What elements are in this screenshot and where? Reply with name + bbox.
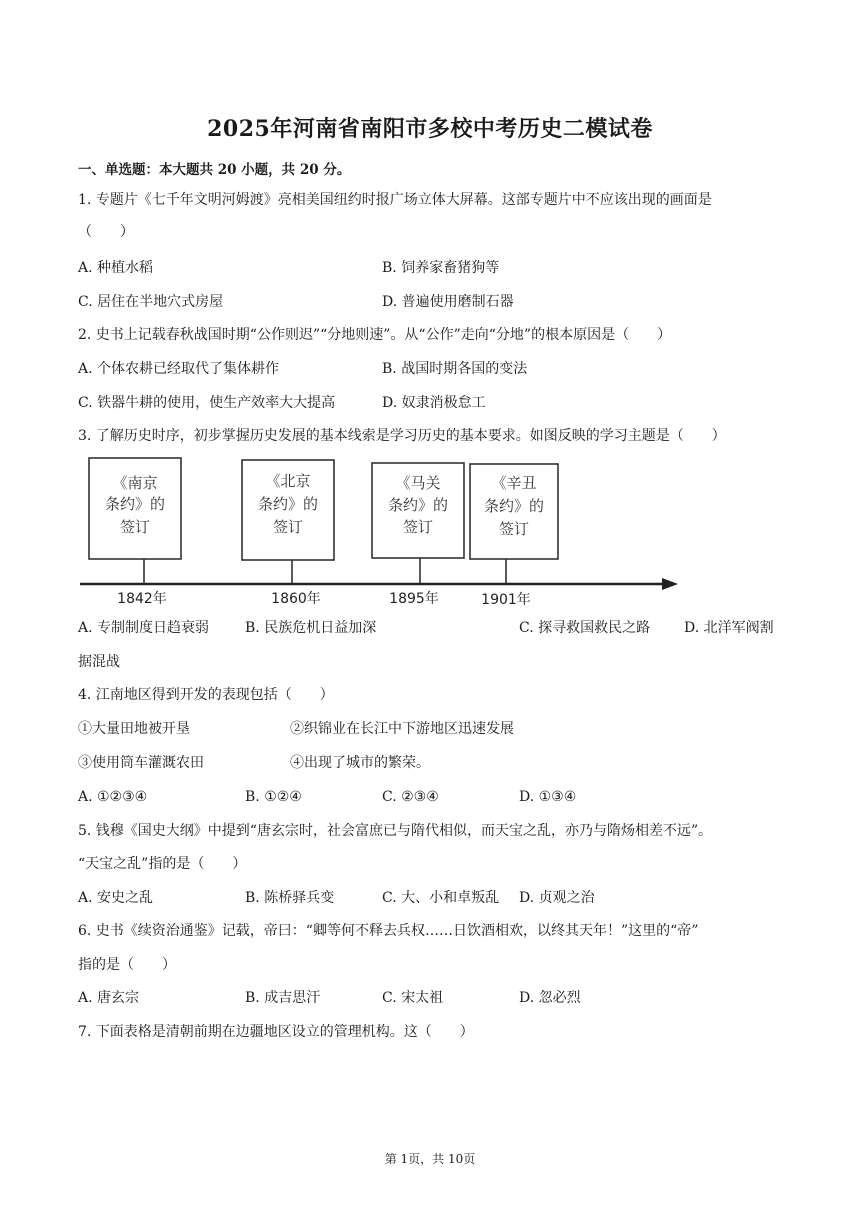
question-4-item-1: ①大量田地被开垦 — [78, 721, 190, 737]
timeline-year-1842: 1842年 — [117, 591, 167, 607]
section-heading: 一、单选题：本大题共 20 小题，共 20 分。 — [78, 162, 351, 178]
timeline-label-1901-line3: 签订 — [498, 520, 530, 538]
question-5-text: 5. 钱穆《国史大纲》中提到“唐玄宗时，社会富庶已与隋代相似，而天宝之乱，亦乃与隋炀相差不远”。 — [78, 823, 713, 839]
timeline-label-1860-line3: 签订 — [272, 518, 304, 536]
question-6-text-line2: 指的是（ ） — [78, 957, 176, 973]
question-5-option-a[interactable]: A. 安史之乱 — [78, 890, 154, 906]
question-6-option-d[interactable]: D. 忽必烈 — [519, 990, 581, 1006]
timeline-year-1860: 1860年 — [271, 591, 321, 607]
question-4-text: 4. 江南地区得到开发的表现包括（ ） — [78, 687, 334, 703]
question-5-text-line2: “天宝之乱”指的是（ ） — [78, 856, 247, 872]
question-4-item-4: ④出现了城市的繁荣。 — [290, 755, 430, 771]
question-2-option-d[interactable]: D. 奴隶消极怠工 — [382, 395, 486, 411]
timeline-label-1901-line1: 《辛丑 — [491, 474, 537, 492]
question-1-bracket: （ ） — [78, 224, 134, 240]
question-1-option-a[interactable]: A. 种植水稻 — [78, 260, 154, 276]
question-2-option-b[interactable]: B. 战国时期各国的变法 — [382, 361, 528, 377]
question-3-option-d-continued: 据混战 — [78, 654, 120, 670]
question-2-option-a[interactable]: A. 个体农耕已经取代了集体耕作 — [78, 361, 280, 377]
question-3-text: 3. 了解历史时序，初步掌握历史发展的基本线索是学习历史的基本要求。如图反映的学习主题是（ ） — [78, 428, 726, 444]
question-1-text: 1. 专题片《七千年文明河姆渡》亮相美国纽约时报广场立体大屏幕。这部专题片中不应该出现的画面是 — [78, 192, 712, 208]
question-4-option-b[interactable]: B. ①②④ — [245, 789, 302, 805]
timeline-year-1895: 1895年 — [389, 591, 439, 607]
question-2-option-c[interactable]: C. 铁器牛耕的使用，使生产效率大大提高 — [78, 395, 336, 411]
timeline-label-1895-line2: 条约》的 — [387, 496, 449, 514]
question-4-item-3: ③使用筒车灌溉农田 — [78, 755, 204, 771]
timeline-label-1895-line1: 《马关 — [395, 474, 441, 492]
question-4-option-d[interactable]: D. ①③④ — [519, 789, 577, 805]
question-6-text: 6. 史书《续资治通鉴》记载，帝曰：“卿等何不释去兵权……日饮酒相欢，以终其天年！”这里的“帝” — [78, 923, 699, 939]
question-3-option-d[interactable]: D. 北洋军阀割 — [684, 620, 774, 636]
timeline-label-1842-line3: 签订 — [119, 518, 151, 536]
question-5-option-c[interactable]: C. 大、小和卓叛乱 — [382, 890, 500, 906]
question-4-option-c[interactable]: C. ②③④ — [382, 789, 439, 805]
treaty-timeline-figure — [78, 456, 688, 611]
question-2-text: 2. 史书上记载春秋战国时期“公作则迟”“分地则速”。从“公作”走向“分地”的根本原因是（ ） — [78, 327, 672, 343]
question-6-option-c[interactable]: C. 宋太祖 — [382, 990, 444, 1006]
question-4-option-a[interactable]: A. ①②③④ — [78, 789, 148, 805]
timeline-label-1860-line1: 《北京 — [265, 472, 311, 490]
question-1-option-d[interactable]: D. 普遍使用磨制石器 — [382, 294, 514, 310]
timeline-label-1895-line3: 签订 — [402, 518, 434, 536]
timeline-label-1842-line2: 条约》的 — [104, 495, 166, 513]
timeline-label-1901-line2: 条约》的 — [483, 497, 545, 515]
page-title: 2025年河南省南阳市多校中考历史二模试卷 — [207, 116, 653, 142]
question-6-option-b[interactable]: B. 成吉思汗 — [245, 990, 321, 1006]
question-3-option-a[interactable]: A. 专制制度日趋衰弱 — [78, 620, 210, 636]
question-4-item-2: ②织锦业在长江中下游地区迅速发展 — [290, 721, 514, 737]
question-3-option-b[interactable]: B. 民族危机日益加深 — [245, 620, 377, 636]
page-footer: 第 1页，共 10页 — [384, 1152, 476, 1166]
timeline-year-1901: 1901年 — [481, 592, 531, 608]
timeline-label-1842-line1: 《南京 — [112, 474, 158, 492]
question-1-option-c[interactable]: C. 居住在半地穴式房屋 — [78, 294, 224, 310]
question-5-option-d[interactable]: D. 贞观之治 — [519, 890, 595, 906]
question-5-option-b[interactable]: B. 陈桥驿兵变 — [245, 890, 335, 906]
question-6-option-a[interactable]: A. 唐玄宗 — [78, 990, 140, 1006]
question-7-text: 7. 下面表格是清朝前期在边疆地区设立的管理机构。这（ ） — [78, 1024, 474, 1040]
question-3-option-c[interactable]: C. 探寻救国救民之路 — [519, 620, 651, 636]
timeline-arrow-icon — [662, 578, 678, 590]
question-1-option-b[interactable]: B. 饲养家畜猪狗等 — [382, 260, 500, 276]
timeline-label-1860-line2: 条约》的 — [257, 495, 319, 513]
